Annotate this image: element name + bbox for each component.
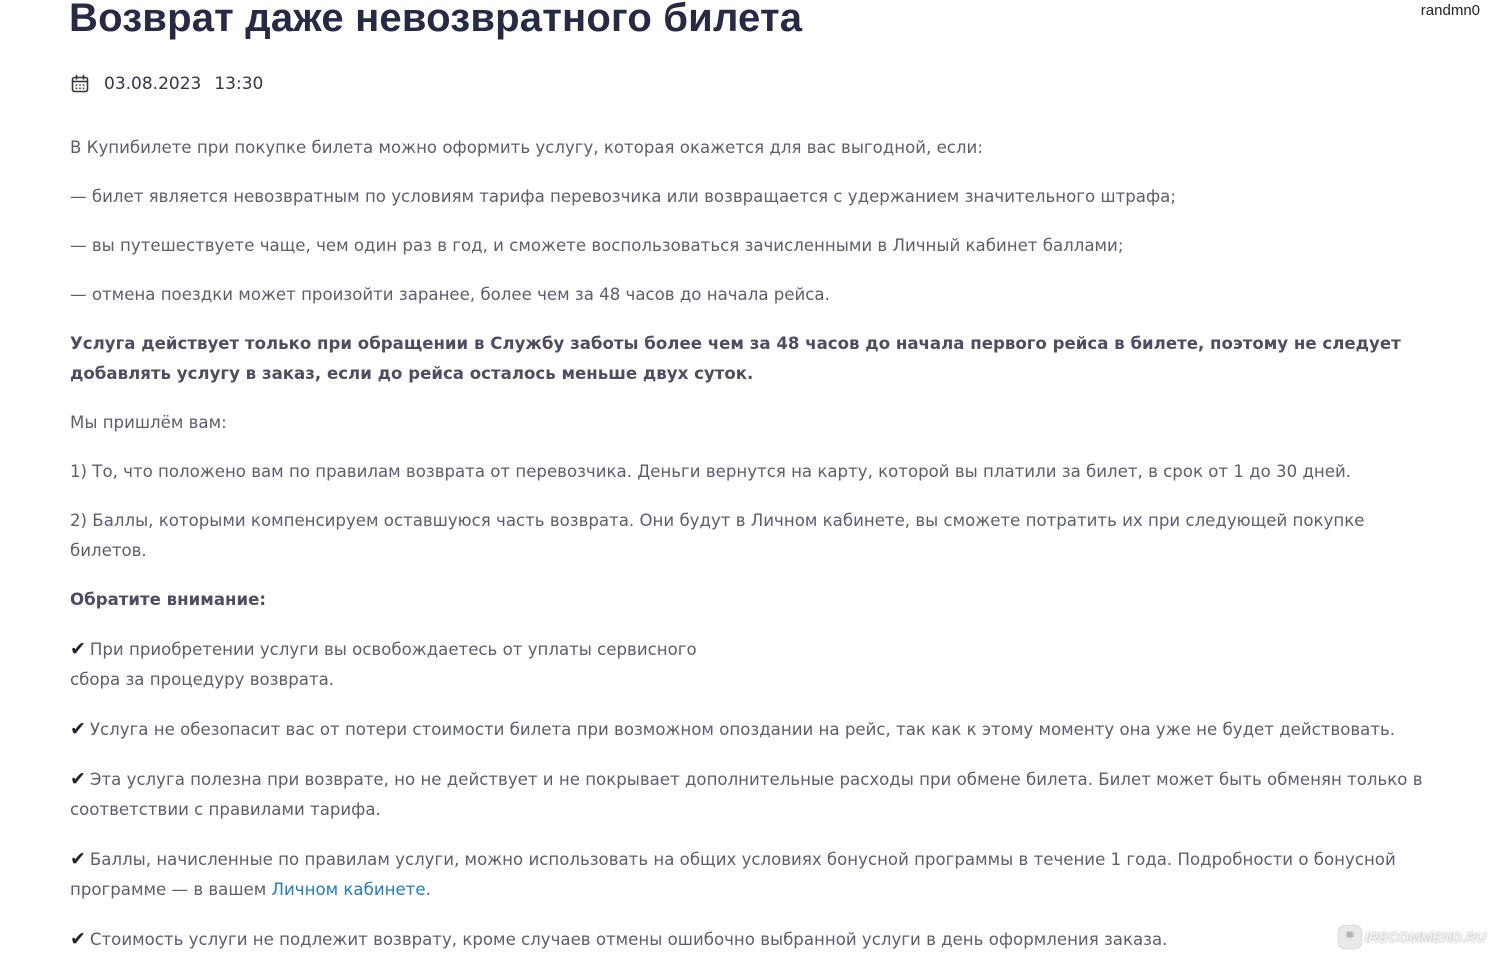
- warning-paragraph: Услуга действует только при обращении в Службу заботы более чем за 48 часов до начала первого рейса в билете, поэтому не следует добавлять услугу в заказ, если до рейса осталось меньше двух суток.: [70, 334, 1401, 383]
- note-heading: Обратите внимание:: [70, 590, 266, 609]
- page-title: Возврат даже невозвратного билета: [69, 0, 803, 40]
- condition-item: — билет является невозвратным по условиям тарифа перевозчика или возвращается с удержанием значительного штрафа;: [70, 187, 1176, 206]
- check-icon: ✔: [70, 718, 86, 740]
- note-text: сбора за процедуру возврата.: [70, 670, 335, 689]
- note-text: Баллы, начисленные по правилам услуги, можно использовать на общих условиях бонусной программы в течение 1 года. Подробности о бонусной программе — в вашем: [70, 850, 1396, 899]
- note-text: При приобретении услуги вы освобождаетесь от уплаты сервисного: [89, 640, 697, 659]
- check-icon: ✔: [70, 848, 86, 870]
- article-date: 03.08.2023: [104, 74, 202, 94]
- watermark: [1339, 926, 1486, 948]
- note-text: Услуга не обезопасит вас от потери стоимости билета при возможном опоздании на рейс, так как к этому моменту она уже не будет действовать.: [89, 720, 1396, 739]
- note-item: [70, 924, 1440, 955]
- note-text-end: .: [425, 880, 431, 899]
- send-item: 2) Баллы, которыми компенсируем оставшуюся часть возврата. Они будут в Личном кабинете, вы сможете потратить их при следующей покупке билетов.: [70, 511, 1365, 560]
- note-item: [70, 844, 1440, 905]
- check-icon: ✔: [70, 928, 86, 950]
- article-time: 13:30: [214, 74, 264, 94]
- note-item: [70, 634, 1440, 695]
- note-item: [70, 764, 1440, 825]
- note-text: Стоимость услуги не подлежит возврату, кроме случаев отмены ошибочно выбранной услуги в день оформления заказа.: [89, 930, 1168, 949]
- condition-item: — отмена поездки может произойти заранее, более чем за 48 часов до начала рейса.: [70, 285, 830, 304]
- username: randmn0: [1420, 2, 1480, 19]
- personal-account-link[interactable]: Личном кабинете: [271, 880, 426, 899]
- condition-item: — вы путешествуете чаще, чем один раз в год, и сможете воспользоваться зачисленными в Личный кабинет баллами;: [70, 236, 1124, 255]
- send-intro: Мы пришлём вам:: [70, 413, 227, 432]
- send-item: 1) То, что положено вам по правилам возврата от перевозчика. Деньги вернутся на карту, которой вы платили за билет, в срок от 1 до 30 дней.: [70, 462, 1352, 481]
- note-item: [70, 714, 1440, 745]
- article-body: [70, 133, 1440, 956]
- watermark-text: IRECOMMEND.RU: [1364, 929, 1486, 945]
- calendar-icon: [70, 74, 90, 94]
- irecommend-logo-icon: ❝: [1339, 926, 1361, 948]
- check-icon: ✔: [70, 638, 86, 660]
- check-icon: ✔: [70, 768, 86, 790]
- intro-paragraph: В Купибилете при покупке билета можно оформить услугу, которая окажется для вас выгодной, если:: [70, 138, 983, 157]
- note-text: Эта услуга полезна при возврате, но не действует и не покрывает дополнительные расходы при обмене билета. Билет может быть обменян только в соответствии с правилами тарифа.: [70, 770, 1423, 819]
- article-meta: [70, 74, 263, 94]
